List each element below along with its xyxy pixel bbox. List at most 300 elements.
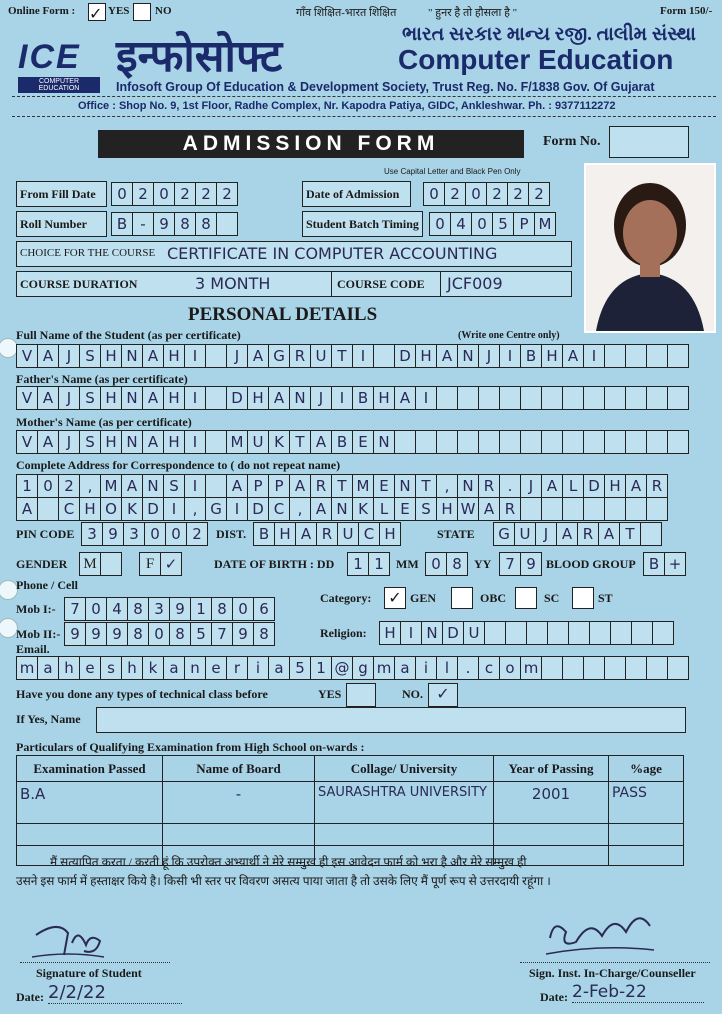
course-code-value[interactable]: JCF009 <box>447 274 503 293</box>
letter-cell[interactable]: . <box>457 656 479 680</box>
letter-cell[interactable]: A <box>541 474 563 498</box>
letter-cell[interactable]: A <box>478 497 500 521</box>
letter-cell[interactable]: G <box>205 497 227 521</box>
letter-cell[interactable]: U <box>337 522 359 546</box>
letter-cell[interactable] <box>568 621 590 645</box>
letter-cell[interactable]: 2 <box>58 474 80 498</box>
letter-cell[interactable]: 2 <box>444 182 466 206</box>
table-cell[interactable]: SAURASHTRA UNIVERSITY <box>315 782 494 824</box>
letter-cell[interactable]: A <box>289 474 311 498</box>
letter-cell[interactable] <box>604 656 626 680</box>
letter-cell[interactable]: A <box>226 474 248 498</box>
letter-cell[interactable]: C <box>268 497 290 521</box>
letter-cell[interactable]: 0 <box>144 522 166 546</box>
letter-cell[interactable]: I <box>499 344 521 368</box>
letter-cell[interactable]: K <box>352 497 374 521</box>
dist-cells[interactable] <box>254 522 401 544</box>
letter-cell[interactable]: 4 <box>106 597 128 621</box>
letter-cell[interactable]: O <box>100 497 122 521</box>
letter-cell[interactable]: U <box>463 621 485 645</box>
letter-cell[interactable]: A <box>295 522 317 546</box>
letter-cell[interactable]: - <box>132 212 154 236</box>
table-cell[interactable]: B.A <box>17 782 163 824</box>
blood-group-cells[interactable] <box>644 552 686 574</box>
letter-cell[interactable]: N <box>142 474 164 498</box>
letter-cell[interactable]: a <box>163 656 185 680</box>
letter-cell[interactable]: I <box>184 386 206 410</box>
letter-cell[interactable]: S <box>79 386 101 410</box>
letter-cell[interactable]: 0 <box>85 597 107 621</box>
letter-cell[interactable]: a <box>37 656 59 680</box>
letter-cell[interactable] <box>541 497 563 521</box>
letter-cell[interactable]: I <box>415 386 437 410</box>
letter-cell[interactable] <box>562 386 584 410</box>
letter-cell[interactable] <box>541 386 563 410</box>
letter-cell[interactable] <box>646 430 668 454</box>
letter-cell[interactable]: 7 <box>211 622 233 646</box>
letter-cell[interactable]: I <box>352 344 374 368</box>
letter-cell[interactable]: H <box>415 344 437 368</box>
letter-cell[interactable] <box>205 344 227 368</box>
table-cell[interactable] <box>17 824 163 846</box>
letter-cell[interactable]: @ <box>331 656 353 680</box>
letter-cell[interactable]: h <box>58 656 80 680</box>
letter-cell[interactable]: 3 <box>123 522 145 546</box>
letter-cell[interactable] <box>583 386 605 410</box>
letter-cell[interactable] <box>478 430 500 454</box>
letter-cell[interactable]: R <box>499 497 521 521</box>
letter-cell[interactable]: H <box>163 430 185 454</box>
online-yes-checkbox[interactable]: ✓ <box>88 3 106 21</box>
letter-cell[interactable] <box>37 497 59 521</box>
letter-cell[interactable]: A <box>556 522 578 546</box>
letter-cell[interactable]: 1 <box>310 656 332 680</box>
letter-cell[interactable] <box>478 386 500 410</box>
letter-cell[interactable]: h <box>121 656 143 680</box>
letter-cell[interactable]: N <box>394 474 416 498</box>
letter-cell[interactable]: 0 <box>111 182 133 206</box>
letter-cell[interactable]: 2 <box>132 182 154 206</box>
letter-cell[interactable]: D <box>247 497 269 521</box>
letter-cell[interactable]: D <box>583 474 605 498</box>
letter-cell[interactable]: 7 <box>499 552 521 576</box>
letter-cell[interactable]: A <box>142 430 164 454</box>
category-st-checkbox[interactable] <box>572 587 594 609</box>
letter-cell[interactable] <box>610 621 632 645</box>
letter-cell[interactable]: 0 <box>148 622 170 646</box>
letter-cell[interactable] <box>604 386 626 410</box>
letter-cell[interactable]: a <box>394 656 416 680</box>
letter-cell[interactable]: J <box>478 344 500 368</box>
state-cells[interactable] <box>494 522 662 544</box>
letter-cell[interactable]: I <box>400 621 422 645</box>
letter-cell[interactable]: i <box>415 656 437 680</box>
letter-cell[interactable]: H <box>373 386 395 410</box>
letter-cell[interactable]: V <box>16 386 38 410</box>
letter-cell[interactable]: N <box>121 386 143 410</box>
letter-cell[interactable]: H <box>100 386 122 410</box>
letter-cell[interactable]: 9 <box>520 552 542 576</box>
table-cell[interactable] <box>609 824 684 846</box>
letter-cell[interactable]: m <box>373 656 395 680</box>
letter-cell[interactable]: 2 <box>195 182 217 206</box>
letter-cell[interactable] <box>646 386 668 410</box>
letter-cell[interactable]: N <box>457 474 479 498</box>
letter-cell[interactable]: 8 <box>127 597 149 621</box>
letter-cell[interactable]: H <box>541 344 563 368</box>
letter-cell[interactable] <box>484 621 506 645</box>
letter-cell[interactable]: B <box>352 386 374 410</box>
mob2-cells[interactable] <box>65 622 275 644</box>
letter-cell[interactable]: L <box>373 497 395 521</box>
letter-cell[interactable]: 9 <box>153 212 175 236</box>
letter-cell[interactable]: T <box>331 344 353 368</box>
letter-cell[interactable]: M <box>352 474 374 498</box>
gender-male-box[interactable]: M <box>80 552 122 574</box>
letter-cell[interactable]: I <box>184 430 206 454</box>
letter-cell[interactable]: J <box>535 522 557 546</box>
letter-cell[interactable]: I <box>163 497 185 521</box>
letter-cell[interactable]: 6 <box>253 597 275 621</box>
letter-cell[interactable]: 0 <box>423 182 445 206</box>
letter-cell[interactable]: H <box>604 474 626 498</box>
letter-cell[interactable] <box>373 344 395 368</box>
letter-cell[interactable]: I <box>184 344 206 368</box>
letter-cell[interactable] <box>631 621 653 645</box>
letter-cell[interactable]: N <box>121 344 143 368</box>
letter-cell[interactable]: R <box>646 474 668 498</box>
letter-cell[interactable]: 0 <box>465 182 487 206</box>
table-cell[interactable] <box>163 824 315 846</box>
from-fill-date-cells[interactable] <box>112 182 238 204</box>
letter-cell[interactable]: A <box>562 344 584 368</box>
letter-cell[interactable]: D <box>442 621 464 645</box>
letter-cell[interactable]: N <box>421 621 443 645</box>
letter-cell[interactable] <box>625 497 647 521</box>
letter-cell[interactable]: m <box>520 656 542 680</box>
letter-cell[interactable]: V <box>16 430 38 454</box>
letter-cell[interactable]: A <box>310 430 332 454</box>
letter-cell[interactable] <box>205 430 227 454</box>
letter-cell[interactable]: D <box>142 497 164 521</box>
if-yes-name-field[interactable] <box>96 707 686 733</box>
letter-cell[interactable]: 2 <box>216 182 238 206</box>
letter-cell[interactable]: H <box>79 497 101 521</box>
letter-cell[interactable]: N <box>457 344 479 368</box>
letter-cell[interactable]: A <box>121 474 143 498</box>
letter-cell[interactable] <box>562 430 584 454</box>
letter-cell[interactable] <box>436 430 458 454</box>
letter-cell[interactable] <box>604 497 626 521</box>
gender-female-box[interactable]: F ✓ <box>140 552 182 574</box>
letter-cell[interactable]: A <box>625 474 647 498</box>
letter-cell[interactable]: 0 <box>153 182 175 206</box>
letter-cell[interactable]: H <box>436 497 458 521</box>
letter-cell[interactable]: T <box>289 430 311 454</box>
letter-cell[interactable]: 1 <box>347 552 369 576</box>
letter-cell[interactable]: 8 <box>174 212 196 236</box>
letter-cell[interactable]: A <box>37 386 59 410</box>
letter-cell[interactable] <box>583 497 605 521</box>
letter-cell[interactable]: T <box>331 474 353 498</box>
table-cell[interactable] <box>609 846 684 866</box>
category-sc-checkbox[interactable] <box>515 587 537 609</box>
letter-cell[interactable]: 2 <box>186 522 208 546</box>
pin-code-cells[interactable] <box>82 522 208 544</box>
letter-cell[interactable] <box>526 621 548 645</box>
form-no-field[interactable] <box>609 126 689 158</box>
letter-cell[interactable]: S <box>79 344 101 368</box>
letter-cell[interactable]: 1 <box>190 597 212 621</box>
dob-dd-cells[interactable] <box>348 552 390 574</box>
letter-cell[interactable] <box>394 430 416 454</box>
mother-name-cells[interactable] <box>17 430 689 452</box>
table-cell[interactable]: - <box>163 782 315 824</box>
letter-cell[interactable]: T <box>619 522 641 546</box>
letter-cell[interactable] <box>604 344 626 368</box>
letter-cell[interactable]: E <box>373 474 395 498</box>
letter-cell[interactable]: , <box>79 474 101 498</box>
letter-cell[interactable]: 3 <box>81 522 103 546</box>
letter-cell[interactable]: 8 <box>446 552 468 576</box>
course-choice-field[interactable] <box>16 241 572 267</box>
letter-cell[interactable]: 8 <box>253 622 275 646</box>
letter-cell[interactable]: 2 <box>507 182 529 206</box>
letter-cell[interactable] <box>562 497 584 521</box>
letter-cell[interactable]: S <box>415 497 437 521</box>
mob1-cells[interactable] <box>65 597 275 619</box>
course-duration-value[interactable]: 3 MONTH <box>195 274 271 293</box>
letter-cell[interactable]: A <box>247 344 269 368</box>
letter-cell[interactable]: l <box>436 656 458 680</box>
batch-timing-cells[interactable] <box>430 212 556 234</box>
letter-cell[interactable]: 5 <box>289 656 311 680</box>
letter-cell[interactable]: 1 <box>368 552 390 576</box>
letter-cell[interactable]: M <box>100 474 122 498</box>
date-left-value[interactable]: 2/2/22 <box>48 982 182 1004</box>
letter-cell[interactable] <box>667 386 689 410</box>
letter-cell[interactable]: D <box>394 344 416 368</box>
letter-cell[interactable] <box>667 656 689 680</box>
letter-cell[interactable]: 2 <box>174 182 196 206</box>
letter-cell[interactable]: A <box>268 386 290 410</box>
letter-cell[interactable]: , <box>289 497 311 521</box>
table-cell[interactable]: 2001 <box>494 782 609 824</box>
letter-cell[interactable]: S <box>163 474 185 498</box>
letter-cell[interactable]: U <box>247 430 269 454</box>
letter-cell[interactable]: A <box>436 344 458 368</box>
religion-cells[interactable] <box>380 621 674 643</box>
letter-cell[interactable]: H <box>100 430 122 454</box>
letter-cell[interactable]: 0 <box>429 212 451 236</box>
letter-cell[interactable]: 8 <box>169 622 191 646</box>
letter-cell[interactable] <box>625 656 647 680</box>
letter-cell[interactable] <box>505 621 527 645</box>
letter-cell[interactable] <box>583 656 605 680</box>
letter-cell[interactable]: B <box>253 522 275 546</box>
letter-cell[interactable]: 9 <box>106 622 128 646</box>
letter-cell[interactable]: J <box>58 344 80 368</box>
letter-cell[interactable]: 5 <box>492 212 514 236</box>
letter-cell[interactable] <box>541 656 563 680</box>
letter-cell[interactable]: V <box>16 344 38 368</box>
letter-cell[interactable]: , <box>184 497 206 521</box>
full-name-cells[interactable] <box>17 344 689 366</box>
letter-cell[interactable]: 0 <box>471 212 493 236</box>
letter-cell[interactable] <box>205 474 227 498</box>
letter-cell[interactable] <box>457 386 479 410</box>
letter-cell[interactable]: G <box>493 522 515 546</box>
letter-cell[interactable]: R <box>478 474 500 498</box>
letter-cell[interactable] <box>562 656 584 680</box>
letter-cell[interactable]: N <box>373 430 395 454</box>
letter-cell[interactable]: G <box>268 344 290 368</box>
letter-cell[interactable]: L <box>562 474 584 498</box>
letter-cell[interactable]: a <box>268 656 290 680</box>
letter-cell[interactable] <box>604 430 626 454</box>
letter-cell[interactable]: + <box>664 552 686 576</box>
letter-cell[interactable]: c <box>478 656 500 680</box>
letter-cell[interactable]: 5 <box>190 622 212 646</box>
letter-cell[interactable] <box>436 386 458 410</box>
letter-cell[interactable]: H <box>163 386 185 410</box>
letter-cell[interactable]: P <box>247 474 269 498</box>
letter-cell[interactable]: U <box>514 522 536 546</box>
letter-cell[interactable]: A <box>598 522 620 546</box>
letter-cell[interactable]: R <box>577 522 599 546</box>
letter-cell[interactable]: R <box>310 474 332 498</box>
letter-cell[interactable]: 9 <box>85 622 107 646</box>
letter-cell[interactable]: H <box>274 522 296 546</box>
letter-cell[interactable]: T <box>415 474 437 498</box>
table-cell[interactable] <box>315 824 494 846</box>
letter-cell[interactable]: P <box>513 212 535 236</box>
letter-cell[interactable]: U <box>310 344 332 368</box>
letter-cell[interactable]: , <box>436 474 458 498</box>
letter-cell[interactable] <box>547 621 569 645</box>
letter-cell[interactable]: A <box>16 497 38 521</box>
letter-cell[interactable]: B <box>643 552 665 576</box>
letter-cell[interactable]: 3 <box>148 597 170 621</box>
letter-cell[interactable]: J <box>226 344 248 368</box>
letter-cell[interactable] <box>589 621 611 645</box>
letter-cell[interactable]: m <box>16 656 38 680</box>
letter-cell[interactable] <box>640 522 662 546</box>
letter-cell[interactable]: 8 <box>195 212 217 236</box>
date-right-value[interactable]: 2-Feb-22 <box>572 982 704 1003</box>
letter-cell[interactable] <box>646 656 668 680</box>
letter-cell[interactable]: M <box>226 430 248 454</box>
address-line-1-cells[interactable] <box>17 474 668 496</box>
letter-cell[interactable]: . <box>499 474 521 498</box>
letter-cell[interactable] <box>646 344 668 368</box>
letter-cell[interactable]: n <box>184 656 206 680</box>
letter-cell[interactable]: W <box>457 497 479 521</box>
letter-cell[interactable] <box>667 430 689 454</box>
letter-cell[interactable] <box>667 344 689 368</box>
letter-cell[interactable]: H <box>163 344 185 368</box>
table-cell[interactable]: PASS <box>609 782 684 824</box>
letter-cell[interactable]: N <box>331 497 353 521</box>
letter-cell[interactable] <box>541 430 563 454</box>
letter-cell[interactable] <box>652 621 674 645</box>
letter-cell[interactable]: r <box>226 656 248 680</box>
letter-cell[interactable]: J <box>58 386 80 410</box>
letter-cell[interactable]: K <box>121 497 143 521</box>
letter-cell[interactable]: 0 <box>165 522 187 546</box>
letter-cell[interactable]: k <box>142 656 164 680</box>
email-cells[interactable] <box>17 656 689 678</box>
letter-cell[interactable]: A <box>310 497 332 521</box>
letter-cell[interactable]: 9 <box>64 622 86 646</box>
letter-cell[interactable]: H <box>100 344 122 368</box>
letter-cell[interactable]: i <box>247 656 269 680</box>
letter-cell[interactable]: A <box>142 344 164 368</box>
category-gen-checkbox[interactable]: ✓ <box>384 587 406 609</box>
letter-cell[interactable]: e <box>205 656 227 680</box>
letter-cell[interactable] <box>499 386 521 410</box>
letter-cell[interactable] <box>205 386 227 410</box>
letter-cell[interactable]: I <box>583 344 605 368</box>
letter-cell[interactable]: M <box>534 212 556 236</box>
letter-cell[interactable]: H <box>379 522 401 546</box>
letter-cell[interactable]: C <box>58 497 80 521</box>
letter-cell[interactable]: A <box>37 344 59 368</box>
letter-cell[interactable]: 2 <box>486 182 508 206</box>
letter-cell[interactable]: A <box>394 386 416 410</box>
letter-cell[interactable] <box>499 430 521 454</box>
dob-mm-cells[interactable] <box>426 552 468 574</box>
letter-cell[interactable]: N <box>121 430 143 454</box>
letter-cell[interactable]: A <box>142 386 164 410</box>
letter-cell[interactable]: B <box>111 212 133 236</box>
table-cell[interactable] <box>494 824 609 846</box>
address-line-2-cells[interactable] <box>17 497 668 519</box>
letter-cell[interactable]: E <box>352 430 374 454</box>
letter-cell[interactable] <box>415 430 437 454</box>
letter-cell[interactable]: B <box>331 430 353 454</box>
date-of-admission-cells[interactable] <box>424 182 550 204</box>
letter-cell[interactable]: A <box>37 430 59 454</box>
letter-cell[interactable]: I <box>184 474 206 498</box>
letter-cell[interactable]: 9 <box>169 597 191 621</box>
letter-cell[interactable]: 1 <box>16 474 38 498</box>
technical-no-checkbox[interactable]: ✓ <box>428 683 458 707</box>
letter-cell[interactable]: 4 <box>450 212 472 236</box>
letter-cell[interactable]: J <box>58 430 80 454</box>
letter-cell[interactable]: N <box>289 386 311 410</box>
letter-cell[interactable]: S <box>79 430 101 454</box>
letter-cell[interactable]: P <box>268 474 290 498</box>
letter-cell[interactable]: g <box>352 656 374 680</box>
letter-cell[interactable] <box>520 386 542 410</box>
letter-cell[interactable]: 0 <box>37 474 59 498</box>
letter-cell[interactable]: J <box>310 386 332 410</box>
letter-cell[interactable]: R <box>289 344 311 368</box>
letter-cell[interactable]: 9 <box>232 622 254 646</box>
father-name-cells[interactable] <box>17 386 689 408</box>
letter-cell[interactable]: 0 <box>425 552 447 576</box>
letter-cell[interactable]: H <box>247 386 269 410</box>
letter-cell[interactable] <box>520 497 542 521</box>
letter-cell[interactable]: 7 <box>64 597 86 621</box>
letter-cell[interactable] <box>625 430 647 454</box>
roll-number-cells[interactable] <box>112 212 238 234</box>
letter-cell[interactable] <box>457 430 479 454</box>
letter-cell[interactable]: o <box>499 656 521 680</box>
letter-cell[interactable] <box>583 430 605 454</box>
letter-cell[interactable]: 9 <box>102 522 124 546</box>
